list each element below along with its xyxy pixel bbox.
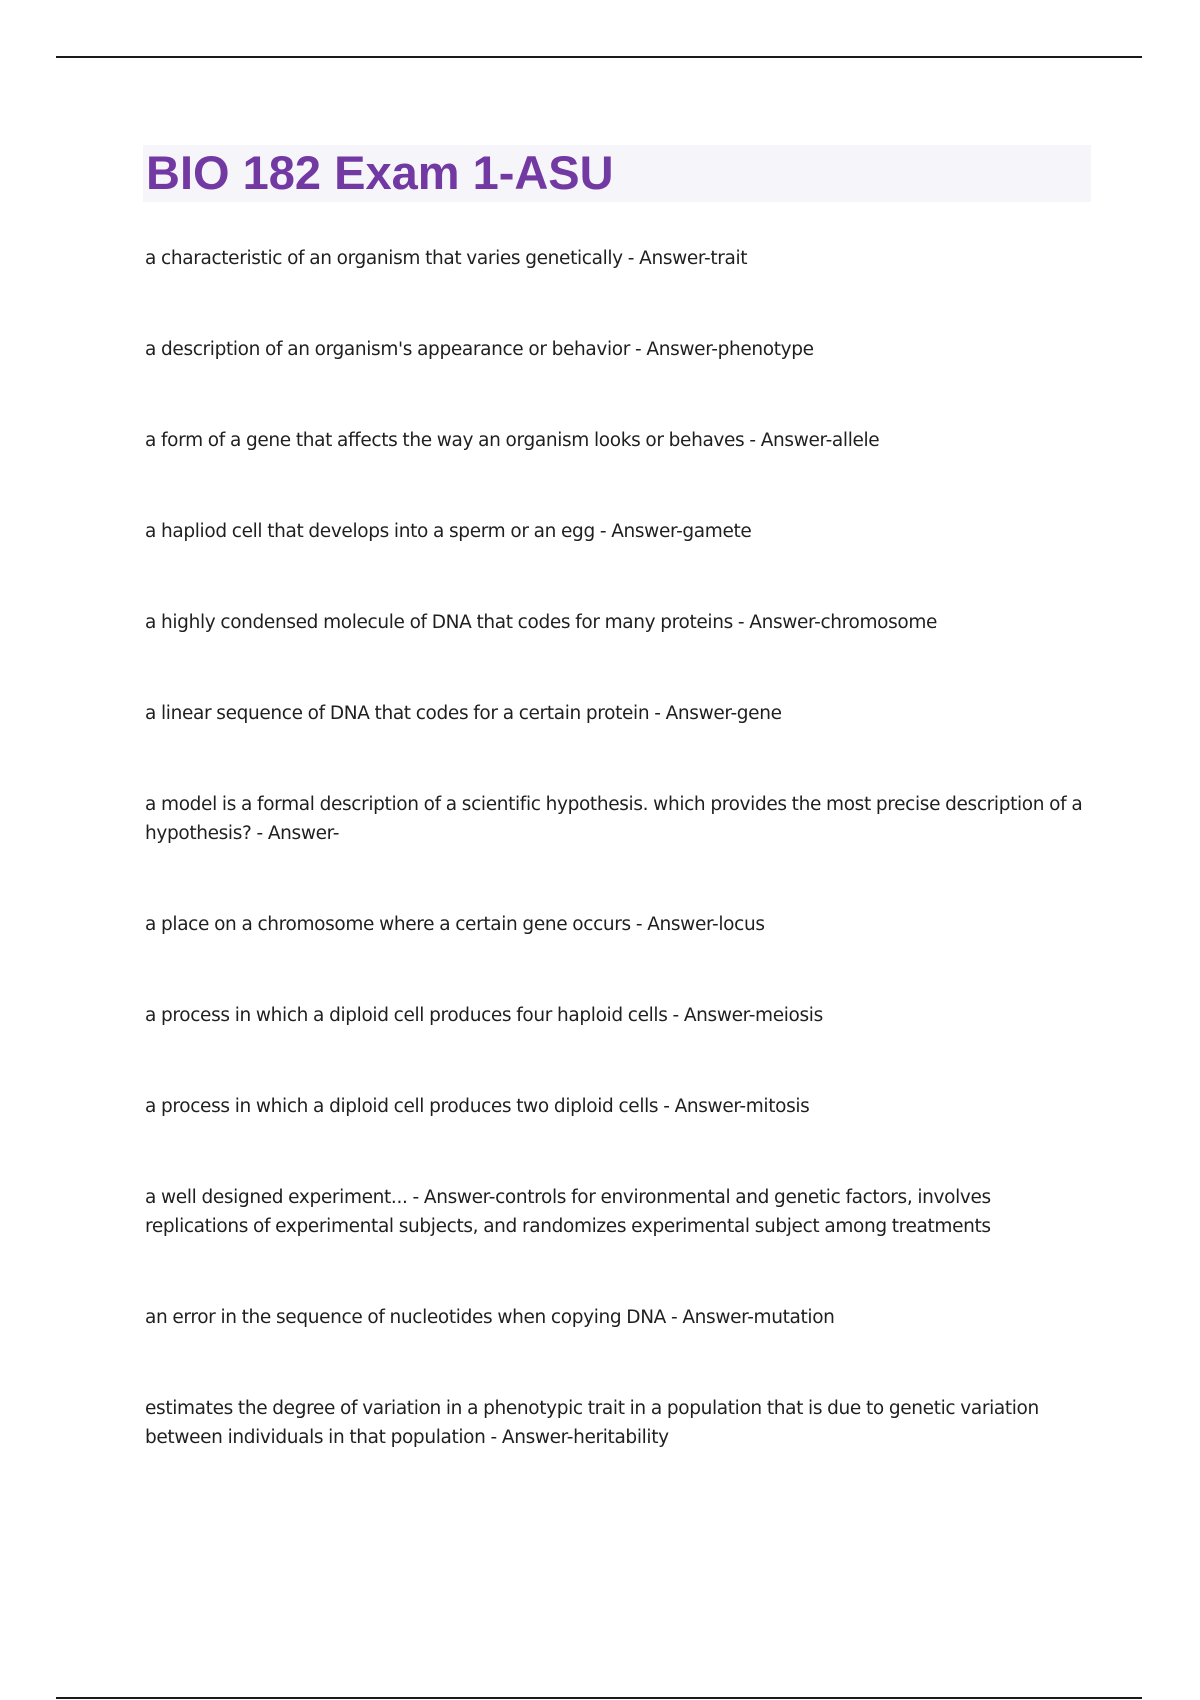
qa-entry: a linear sequence of DNA that codes for a certain protein - Answer-gene [145,703,782,724]
qa-entry: a form of a gene that affects the way an organism looks or behaves - Answer-allele [145,430,880,451]
qa-entry: a place on a chromosome where a certain gene occurs - Answer-locus [145,914,765,935]
qa-entry: a process in which a diploid cell produces four haploid cells - Answer-meiosis [145,1005,823,1026]
qa-entry: a process in which a diploid cell produces two diploid cells - Answer-mitosis [145,1096,810,1117]
qa-entry: a highly condensed molecule of DNA that codes for many proteins - Answer-chromosome [145,612,938,633]
qa-entry: a hapliod cell that develops into a sperm or an egg - Answer-gamete [145,521,752,542]
footer-rule [56,1697,1142,1699]
header-rule [56,56,1142,58]
qa-entry: estimates the degree of variation in a phenotypic trait in a population that is due to genetic variation between individuals in that population - Answer-heritability [145,1398,1039,1448]
qa-entry: an error in the sequence of nucleotides when copying DNA - Answer-mutation [145,1307,835,1328]
qa-entry: a characteristic of an organism that varies genetically - Answer-trait [145,248,748,269]
question-answer-list [145,244,1090,1514]
qa-entry: a well designed experiment... - Answer-controls for environmental and genetic factors, involves replications of experimental subjects, and randomizes experimental subject among treatments [145,1187,991,1237]
qa-entry: a model is a formal description of a scientific hypothesis. which provides the most precise description of a hypothesis? - Answer- [145,794,1083,844]
page-title: BIO 182 Exam 1-ASU [146,146,614,199]
qa-entry: a description of an organism's appearance or behavior - Answer-phenotype [145,339,814,360]
